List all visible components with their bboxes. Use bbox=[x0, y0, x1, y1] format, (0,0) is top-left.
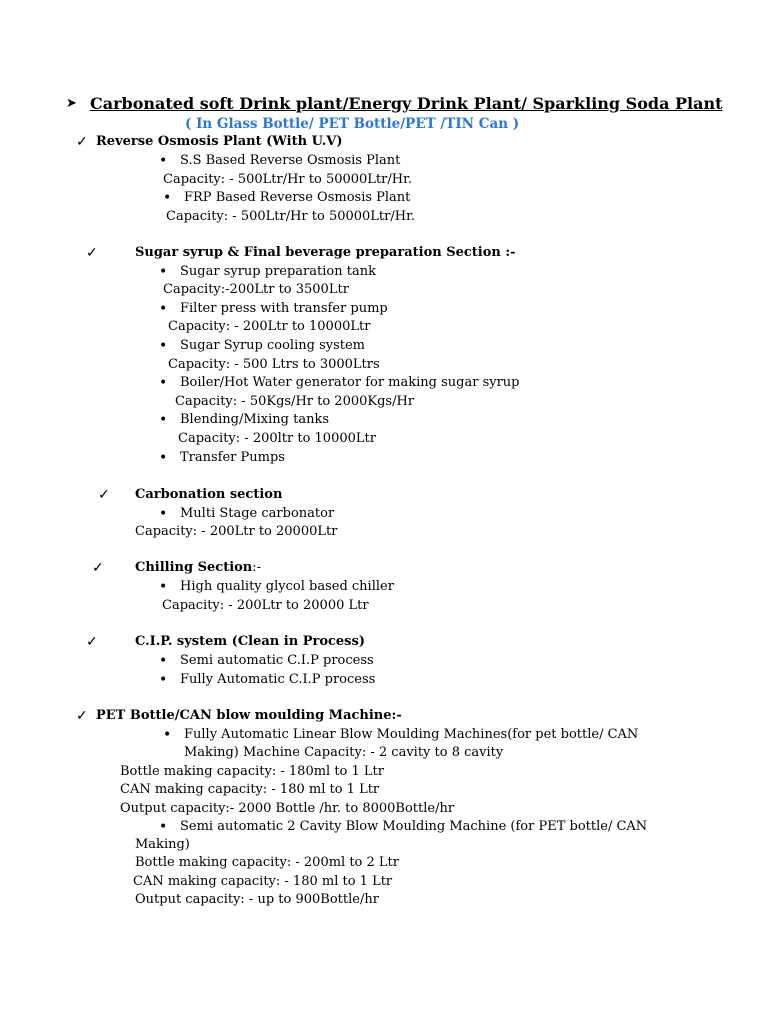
ro-capacity-2: Capacity: - 500Ltr/Hr to 50000Ltr/Hr. bbox=[166, 209, 416, 224]
chilling-capacity-1: Capacity: - 200Ltr to 20000 Ltr bbox=[162, 598, 369, 613]
syrup-item-1: • Sugar syrup preparation tank bbox=[180, 263, 376, 281]
chilling-heading: Chilling Section bbox=[135, 560, 253, 575]
blow-item-2-line-2: Making) bbox=[135, 837, 190, 852]
blow-capacity-2c: Output capacity: - up to 900Bottle/hr bbox=[135, 892, 379, 907]
syrup-item-2: • Filter press with transfer pump bbox=[180, 300, 388, 318]
blow-item-1-line-1: • Fully Automatic Linear Blow Moulding Machines(for pet bottle/ CAN bbox=[184, 726, 678, 744]
blow-capacity-1b: CAN making capacity: - 180 ml to 1 Ltr bbox=[120, 782, 380, 797]
blow-capacity-1c: Output capacity:- 2000 Bottle /hr. to 8000Bottle/hr bbox=[120, 801, 455, 816]
chilling-item-1: • High quality glycol based chiller bbox=[180, 578, 394, 596]
checkmark-icon: ✓ bbox=[76, 134, 88, 150]
ro-capacity-1: Capacity: - 500Ltr/Hr to 50000Ltr/Hr. bbox=[163, 172, 413, 187]
blow-capacity-2a: Bottle making capacity: - 200ml to 2 Ltr bbox=[135, 855, 399, 870]
syrup-capacity-5: Capacity: - 200ltr to 10000Ltr bbox=[178, 431, 376, 446]
syrup-heading: Sugar syrup & Final beverage preparation Section :- bbox=[135, 245, 516, 260]
ro-item-2: • FRP Based Reverse Osmosis Plant bbox=[184, 189, 410, 207]
blow-heading: PET Bottle/CAN blow moulding Machine:- bbox=[96, 708, 402, 723]
checkmark-icon: ✓ bbox=[86, 245, 98, 261]
cip-item-2: • Fully Automatic C.I.P process bbox=[180, 671, 375, 689]
blow-capacity-1a: Bottle making capacity: - 180ml to 1 Ltr bbox=[120, 764, 384, 779]
syrup-item-4: • Boiler/Hot Water generator for making sugar syrup bbox=[180, 374, 520, 392]
syrup-capacity-4: Capacity: - 50Kgs/Hr to 2000Kgs/Hr bbox=[175, 394, 415, 409]
carbonation-heading: Carbonation section bbox=[135, 487, 283, 502]
chilling-heading-line bbox=[135, 559, 261, 577]
page-title: Carbonated soft Drink plant/Energy Drink Plant/ Sparkling Soda Plant bbox=[90, 94, 723, 113]
carbonation-capacity-1: Capacity: - 200Ltr to 20000Ltr bbox=[135, 524, 338, 539]
checkmark-icon: ✓ bbox=[98, 487, 110, 503]
syrup-item-5: • Blending/Mixing tanks bbox=[180, 411, 329, 429]
blow-item-1-line-2: Making) Machine Capacity: - 2 cavity to 8 cavity bbox=[184, 745, 504, 760]
arrow-bullet-icon: ➤ bbox=[66, 96, 77, 111]
ro-heading: Reverse Osmosis Plant (With U.V) bbox=[96, 134, 343, 149]
syrup-item-6: • Transfer Pumps bbox=[180, 449, 285, 467]
blow-item-2-line-1: • Semi automatic 2 Cavity Blow Moulding Machine (for PET bottle/ CAN bbox=[180, 818, 647, 836]
blow-capacity-2b: CAN making capacity: - 180 ml to 1 Ltr bbox=[133, 874, 393, 889]
syrup-capacity-1: Capacity:-200Ltr to 3500Ltr bbox=[163, 282, 349, 297]
cip-item-1: • Semi automatic C.I.P process bbox=[180, 652, 374, 670]
checkmark-icon: ✓ bbox=[86, 634, 98, 650]
chilling-heading-suffix: :- bbox=[252, 560, 262, 575]
page-subtitle: ( In Glass Bottle/ PET Bottle/PET /TIN Can ) bbox=[185, 116, 520, 132]
cip-heading: C.I.P. system (Clean in Process) bbox=[135, 634, 365, 649]
checkmark-icon: ✓ bbox=[92, 560, 104, 576]
syrup-capacity-2: Capacity: - 200Ltr to 10000Ltr bbox=[168, 319, 371, 334]
carbonation-item-1: • Multi Stage carbonator bbox=[180, 505, 334, 523]
syrup-item-3: • Sugar Syrup cooling system bbox=[180, 337, 365, 355]
checkmark-icon: ✓ bbox=[76, 708, 88, 724]
ro-item-1: • S.S Based Reverse Osmosis Plant bbox=[180, 152, 400, 170]
syrup-capacity-3: Capacity: - 500 Ltrs to 3000Ltrs bbox=[168, 357, 380, 372]
